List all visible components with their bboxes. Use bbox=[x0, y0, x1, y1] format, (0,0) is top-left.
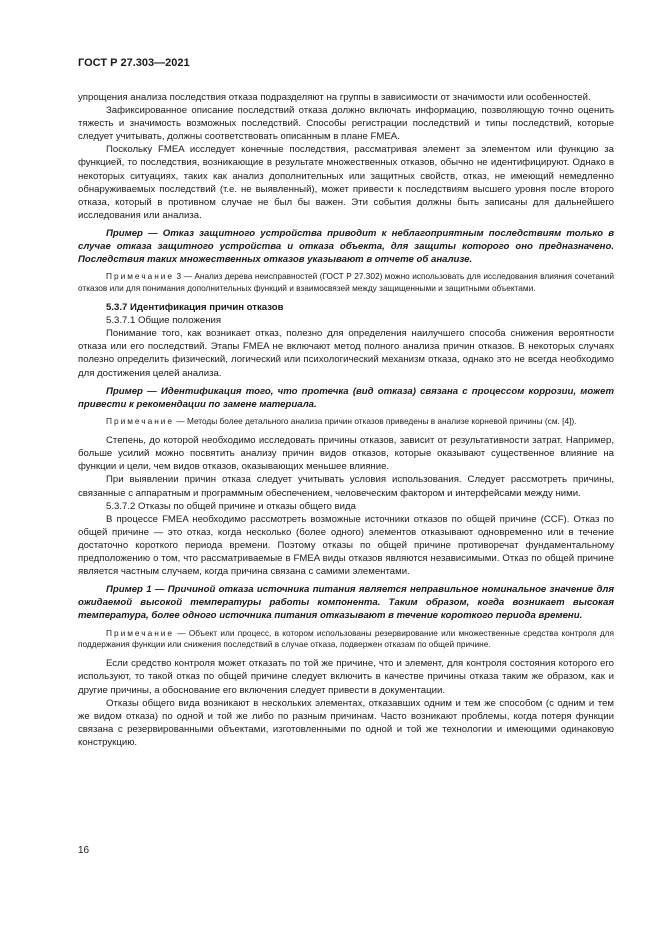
note-paragraph bbox=[78, 416, 614, 427]
note-text: 3 — Анализ дерева неисправностей (ГОСТ Р 27.302) можно использовать для исследования влияния сочетаний отказов или для понимания дополнительных функций и взаимосвязей между защищенными и защитными объектами. bbox=[78, 271, 614, 293]
note-paragraph bbox=[78, 271, 614, 294]
paragraph: Поскольку FMEA исследует конечные последствия, рассматривая элемент за элементом или функцию за функцией, то последствия, возникающие в результате множественных отказов, обычно не идентифицируют. Однако в некоторых ситуациях, таких как анализ дополнительных или защитных свойств, отказ, не имеющий немедленно обнаруживаемых последствий (т.е. не выявленный), может привести к последствиям высшего уровня после второго отказа, который в противном случае не был бы важен. Эти события должны быть записаны для дальнейшего исследования или анализа. bbox=[78, 144, 614, 221]
paragraph: В процессе FMEA необходимо рассмотреть возможные источники отказов по общей причине (CCF). Отказ по общей причине — это отказ, когда несколько (более одного) элементов отказывают одновременно или в течение достаточно короткого периода времени. Поэтому отказы по общей причине противоречат фундаментальному предположению о том, что рассматриваемые в FMEA виды отказов являются независимыми. Отказ по общей причине является частным случаем, когда причина связана с самими элементами. bbox=[78, 513, 614, 578]
note-label: Примечание bbox=[106, 627, 175, 638]
paragraph: Понимание того, как возникает отказ, полезно для определения наилучшего способа снижения вероятности отказа или его последствий. Этапы FMEA не включают метод полного анализа причин отказов. В некоторых случаях полезно определить физический, логический или психологический механизм отказа, однако это не всегда необходимо для достижения целей анализа. bbox=[78, 328, 614, 379]
subsection-heading: 5.3.7.1 Общие положения bbox=[106, 315, 222, 327]
paragraph: Степень, до которой необходимо исследовать причины отказов, зависит от результативности затрат. Например, больше усилий можно посвятить анализу причин видов отказов, которые оказывают существенное влияние на функции и цели, чем видов отказов, оказывающих меньшее влияние. bbox=[78, 435, 614, 473]
section-heading: 5.3.7 Идентификация причин отказов bbox=[106, 302, 284, 314]
example-paragraph: Пример — Отказ защитного устройства приводит к неблагоприятным последствиям только в случае отказа защитного устройства и отказа объекта, для защиты которого оно предназначено. Последствия таких множественных отказов указывают в отчете об анализе. bbox=[78, 227, 614, 266]
page-number: 16 bbox=[78, 845, 90, 856]
example-paragraph: Пример — Идентификация того, что протечка (вид отказа) связана с процессом коррозии, может привести к рекомендации по замене материала. bbox=[78, 385, 614, 410]
note-text: — Методы более детального анализа причин отказов приведены в анализе корневой причины (см. [4]). bbox=[176, 415, 577, 426]
note-label: Примечание bbox=[106, 415, 175, 426]
note-label: Примечание bbox=[106, 271, 175, 282]
subsection-heading: 5.3.7.2 Отказы по общей причине и отказы общего вида bbox=[106, 500, 356, 512]
paragraph: Зафиксированное описание последствий отказа должно включать информацию, позволяющую точно оценить тяжесть и значимость возможных последствий. Способы регистрации последствий и типы последствий, которые следует учитывать, должны соответствовать описанным в плане FMEA. bbox=[78, 105, 614, 143]
paragraph: Если средство контроля может отказать по той же причине, что и элемент, для контроля состояния которого его используют, то такой отказ по общей причине следует включить в качестве причины отказа таким же образом, как и другие причины, а обоснование его включения следует привести в документации. bbox=[78, 658, 614, 696]
note-text: — Объект или процесс, в котором использованы резервирование или множественные средства контроля для поддержания функции или снижения последствий в случае отказа, подвержен отказам по общей причине. bbox=[78, 627, 615, 649]
example-paragraph: Пример 1 — Причиной отказа источника питания является неправильное номинальное значение для ожидаемой высокой температуры работы компонента. Таким образом, когда возникает высокая температура, более одного источника питания отказывают в течение короткого периода времени. bbox=[78, 584, 614, 622]
standard-title: ГОСТ Р 27.303—2021 bbox=[78, 57, 190, 69]
document-body bbox=[78, 91, 614, 749]
note-paragraph bbox=[78, 628, 614, 651]
paragraph: Отказы общего вида возникают в нескольких элементах, отказавших одним и тем же способом (с одним и тем же видом отказа) по одной и той же либо по разным причинам. Часто возникают проблемы, когда потеря функции связана с резервированными объектами, изготовленными по одной и той же технологии и имеющими одинаковую конструкцию. bbox=[78, 697, 614, 748]
paragraph: При выявлении причин отказа следует учитывать условия использования. Следует рассмотреть причины, связанные с аппаратным и программным обеспечением, человеческим фактором и интерфейсами между ними. bbox=[78, 474, 614, 499]
paragraph: упрощения анализа последствия отказа подразделяют на группы в зависимости от значимости или особенностей. bbox=[78, 92, 591, 103]
